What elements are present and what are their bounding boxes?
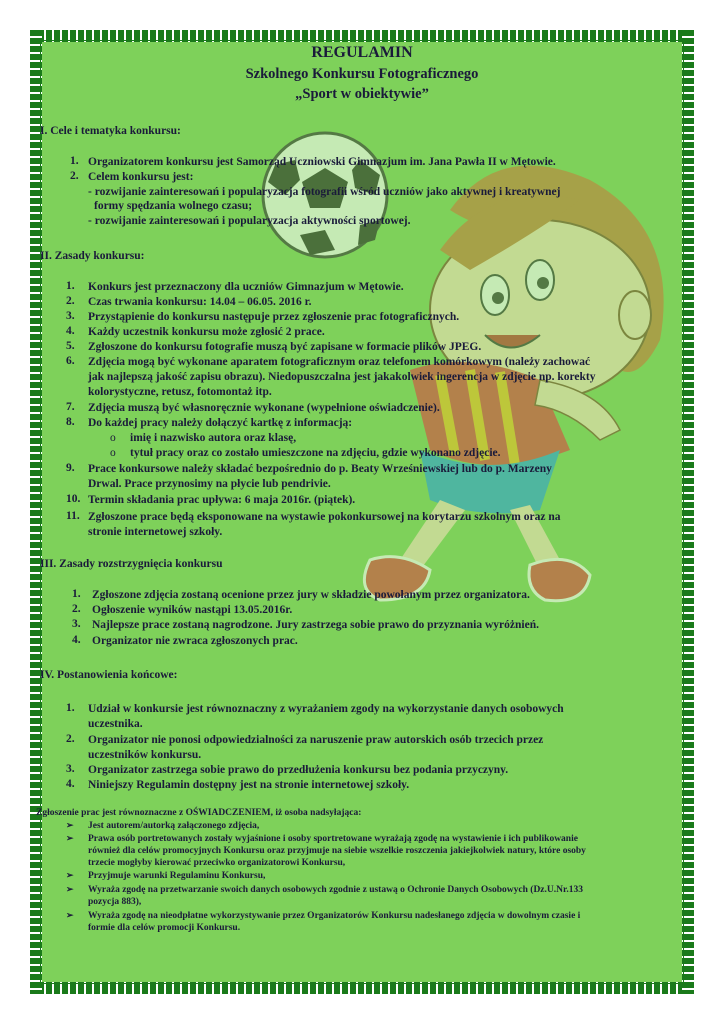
s2-num-10: 10.	[66, 493, 81, 505]
s4-item-1-l1: Udział w konkursie jest równoznaczny z wyrażaniem zgody na wykorzystanie danych osobowych	[88, 703, 564, 715]
declaration-item-2-l1: Prawa osób portretowanych zostały wyjaśnione i osoby sportretowane wyrażają zgodę na wystawienie i ich publikowanie	[88, 834, 578, 844]
s2-num-1: 1.	[66, 280, 75, 292]
declaration-item-5-l2: formie dla celów promocji Konkursu.	[88, 923, 241, 933]
s2-item-6-l1: Zdjęcia mogą być wykonane aparatem fotograficznym oraz telefonem komórkowym (należy zachować	[88, 356, 591, 368]
s4-num-3: 3.	[66, 763, 75, 775]
arrow-icon: ➢	[66, 820, 74, 830]
s4-num-4: 4.	[66, 778, 75, 790]
s2-item-4: Każdy uczestnik konkursu może zgłosić 2 prace.	[88, 326, 325, 338]
s2-item-9-l2: Drwal. Prace przynosimy na płycie lub pendrivie.	[88, 478, 331, 490]
s2-num-11: 11.	[66, 510, 80, 522]
s2-bullet-1: o	[110, 432, 116, 444]
s1-item-1: Organizatorem konkursu jest Samorząd Uczniowski Gimnazjum im. Jana Pawła II w Mętowie.	[88, 156, 556, 168]
s3-num-2: 2.	[72, 603, 81, 615]
s2-item-3: Przystąpienie do konkursu następuje przez zgłoszenie prac fotograficznych.	[88, 311, 460, 323]
s2-item-10: Termin składania prac upływa: 6 maja 2016r. (piątek).	[88, 494, 356, 506]
s2-item-9-l1: Prace konkursowe należy składać bezpośrednio do p. Beaty Wrześniewskiej lub do p. Marzeny	[88, 463, 552, 475]
s2-item-11-l1: Zgłoszone prace będą eksponowane na wystawie pokonkursowej na korytarzu szkolnym oraz na	[88, 511, 561, 523]
declaration-item-5-l1: Wyraża zgodę na nieodpłatne wykorzystywanie przez Organizatorów Konkursu nadesłanego zdjęcia w dowolnym czasie i	[88, 911, 581, 921]
s2-item-6-l2: jak najlepszą jakość zapisu obrazu). Niedopuszczalna jest jakakolwiek ingerencja w zdjęcie np. korekty	[88, 371, 596, 383]
s2-item-7: Zdjęcia muszą być własnoręcznie wykonane (wypełnione oświadczenie).	[88, 402, 440, 414]
s2-item-8: Do każdej pracy należy dołączyć kartkę z informacją:	[88, 417, 353, 429]
arrow-icon: ➢	[66, 884, 74, 894]
s2-item-2: Czas trwania konkursu: 14.04 – 06.05. 2016 r.	[88, 296, 312, 308]
s4-item-4: Niniejszy Regulamin dostępny jest na stronie internetowej szkoły.	[88, 779, 410, 791]
s1-item-2-l4: - rozwijanie zainteresowań i popularyzacja aktywności sportowej.	[88, 215, 411, 227]
declaration-item-4-l2: pozycja 883),	[88, 897, 142, 907]
s3-num-4: 4.	[72, 634, 81, 646]
s4-item-2-l1: Organizator nie ponosi odpowiedzialności za naruszenie praw autorskich osób trzecich przez	[88, 734, 544, 746]
arrow-icon: ➢	[66, 833, 74, 843]
section-3-heading: III. Zasady rozstrzygnięcia konkursu	[40, 558, 223, 570]
s2-bullet-2: o	[110, 447, 116, 459]
s4-item-1-l2: uczestnika.	[88, 718, 143, 730]
s2-item-5: Zgłoszone do konkursu fotografie muszą być zapisane w formacie plików JPEG.	[88, 341, 482, 353]
s3-num-1: 1.	[72, 588, 81, 600]
s2-num-8: 8.	[66, 416, 75, 428]
s3-item-3: Najlepsze prace zostaną nagrodzone. Jury zastrzega sobie prawo do przyznania wyróżnień.	[92, 619, 539, 631]
declaration-item-3: Przyjmuje warunki Regulaminu Konkursu,	[88, 871, 266, 881]
s2-num-6: 6.	[66, 355, 75, 367]
s4-item-3: Organizator zastrzega sobie prawo do przedłużenia konkursu bez podania przyczyny.	[88, 764, 509, 776]
declaration-item-2-l3: trzecie mogłyby kierować przeciwko organizatorowi Konkursu,	[88, 858, 346, 868]
s3-item-1: Zgłoszone zdjęcia zostaną ocenione przez jury w składzie powołanym przez organizatora.	[92, 589, 530, 601]
declaration-item-4-l1: Wyraża zgodę na przetwarzanie swoich danych osobowych zgodnie z ustawą o Ochronie Danych Osobowych (Dz.U.Nr.133	[88, 885, 583, 895]
s3-num-3: 3.	[72, 618, 81, 630]
arrow-icon: ➢	[66, 870, 74, 880]
s4-num-1: 1.	[66, 702, 75, 714]
s2-num-2: 2.	[66, 295, 75, 307]
section-2-heading: II. Zasady konkursu:	[40, 250, 145, 262]
title-line-3: „Sport w obiektywie”	[295, 86, 429, 102]
s3-item-2: Ogłoszenie wyników nastąpi 13.05.2016r.	[92, 604, 293, 616]
s4-num-2: 2.	[66, 733, 75, 745]
s2-subitem-2: tytuł pracy oraz co zostało umieszczone na zdjęciu, gdzie wykonano zdjęcie.	[130, 447, 501, 459]
section-1-heading: I. Cele i tematyka konkursu:	[40, 125, 181, 137]
declaration-intro: Zgłoszenie prac jest równoznaczne z OŚWIADCZENIEM, iż osoba nadsyłająca:	[36, 808, 362, 818]
title-line-2: Szkolnego Konkursu Fotograficznego	[245, 66, 479, 82]
s2-subitem-1: imię i nazwisko autora oraz klasę,	[130, 432, 297, 444]
declaration-item-1: Jest autorem/autorką załączonego zdjęcia,	[88, 821, 260, 831]
s2-item-11-l2: stronie internetowej szkoły.	[88, 526, 223, 538]
s2-num-5: 5.	[66, 340, 75, 352]
s2-num-3: 3.	[66, 310, 75, 322]
s4-item-2-l2: uczestników konkursu.	[88, 749, 202, 761]
s1-item-2-l2: - rozwijanie zainteresowań i popularyzacja fotografii wśród uczniów jako aktywnej i kreatywnej	[88, 186, 561, 198]
s1-item-2-l3: formy spędzania wolnego czasu;	[94, 200, 253, 212]
s1-item-2-l1: Celem konkursu jest:	[88, 171, 194, 183]
s3-item-4: Organizator nie zwraca zgłoszonych prac.	[92, 635, 298, 647]
s2-num-9: 9.	[66, 462, 75, 474]
s2-num-4: 4.	[66, 325, 75, 337]
s2-item-1: Konkurs jest przeznaczony dla uczniów Gimnazjum w Mętowie.	[88, 281, 404, 293]
s1-num-2: 2.	[70, 170, 79, 182]
s2-num-7: 7.	[66, 401, 75, 413]
title-line-1: REGULAMIN	[311, 44, 413, 61]
section-4-heading: IV. Postanowienia końcowe:	[40, 669, 178, 681]
s1-num-1: 1.	[70, 155, 79, 167]
arrow-icon: ➢	[66, 910, 74, 920]
declaration-item-2-l2: również dla celów promocyjnych Konkursu oraz przyjmuje na siebie wszelkie roszczenia jakiejkolwiek natury, które osoby	[88, 846, 586, 856]
s2-item-6-l3: kolorystyczne, retusz, fotomontaż itp.	[88, 386, 272, 398]
